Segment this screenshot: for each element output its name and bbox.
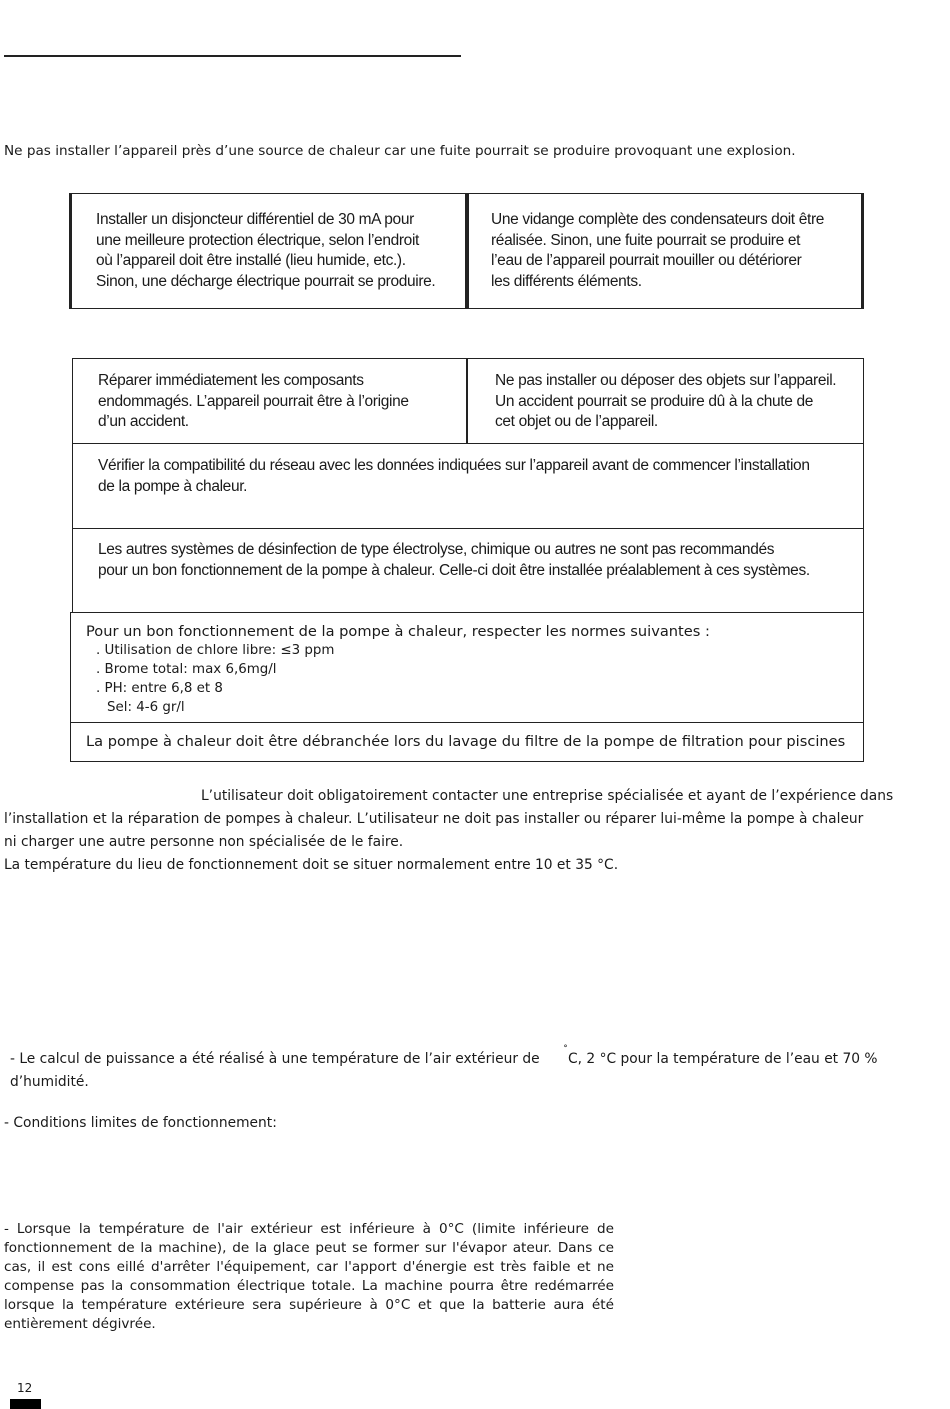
box1-left-cell [69,193,469,309]
install-line-4: La température du lieu de fonctionnement doit se situer normalement entre 10 et 35 °C. [4,857,619,873]
norm-salt: Sel: 4-6 gr/l [107,700,185,715]
disinfection-note: Les autres systèmes de désinfection de type électrolyse, chimique ou autres ne sont pas recommandés pour un bon fonctionnement de la pompe à chaleur. Celle-ci doit être installée préalablement à ces systèmes. [98,541,810,579]
network-row [72,443,864,529]
norm-bromine: . Brome total: max 6,6mg/l [96,662,277,677]
objects-warning: Ne pas installer ou déposer des objets sur l’appareil. Un accident pourrait se produire dû à la chute de cet objet ou de l’appareil. [495,372,837,431]
breaker-warning: Installer un disjoncteur différentiel de 30 mA pour une meilleure protection électrique, selon l’endroit où l’appareil doit être installé (lieu humide, etc.). Sinon, une décharge électrique pourrait se produire. [96,211,436,290]
box1-right-cell [465,193,864,309]
condenser-drain-warning: Une vidange complète des condensateurs doit être réalisée. Sinon, une fuite pourrait se produire et l’eau de l’appareil pourrait mouiller ou détériorer les différents éléments. [491,211,825,290]
install-line-3: ni charger une autre personne non spécialisée de le faire. [4,834,404,850]
header-rule [4,55,461,57]
install-line-1-text: L’utilisateur doit obligatoirement contacter une entreprise spécialisée et ayant de l’expérience [201,788,857,804]
unplug-note: La pompe à chaleur doit être débranchée lors du lavage du filtre de la pompe de filtration pour piscines [86,733,846,750]
limits-title: - Conditions limites de fonctionnement: [4,1115,277,1131]
norms-row [70,612,864,723]
norms-title: Pour un bon fonctionnement de la pompe à chaleur, respecter les normes suivantes : [86,623,710,640]
heat-source-warning: Ne pas installer l’appareil près d’une source de chaleur car une fuite pourrait se produire provoquant une explosion. [4,143,796,159]
power-line-1: - Le calcul de puissance a été réalisé à une température de l’air extérieur de [10,1051,540,1067]
unplug-row [70,722,864,762]
norm-chlorine: . Utilisation de chlore libre: ≤3 ppm [96,643,335,658]
disinfection-row [72,528,864,613]
install-line-1-end: dans [860,788,894,804]
network-compatibility-note: Vérifier la compatibilité du réseau avec les données indiquées sur l’appareil avant de commencer l’installation de la pompe à chaleur. [98,457,810,495]
page-number-bar [10,1399,41,1409]
norm-ph: . PH: entre 6,8 et 8 [96,681,223,696]
install-line-1 [201,785,856,808]
power-line-2: d’humidité. [10,1074,89,1090]
degree-mark: ˚ [563,1045,568,1056]
box2-left-cell [72,358,468,444]
page-number: 12 [17,1381,33,1395]
power-line-1-end: C, 2 °C pour la température de l’eau et 70 % [568,1051,878,1067]
repair-warning: Réparer immédiatement les composants endommagés. L’appareil pourrait être à l’origine d’un accident. [98,372,409,431]
frost-paragraph: - Lorsque la température de l'air extérieur est inférieure à 0°C (limite inférieure de fonctionnement de la machine), de la glace peut se former sur l'évapor ateur. Dans ce cas, il est cons eillé d'arrêter l'équipement, car l'apport d'énergie est très faible et ne compense pas la consommation électrique totale. La machine pourra être redémarrée lorsque la température extérieure sera supérieure à 0°C et que la batterie aura été entièrement dégivrée. [4,1221,614,1333]
install-line-2: l’installation et la réparation de pompes à chaleur. L’utilisateur ne doit pas installer ou réparer lui-même la pompe à chaleur [4,811,864,827]
box2-right-cell [466,358,864,444]
